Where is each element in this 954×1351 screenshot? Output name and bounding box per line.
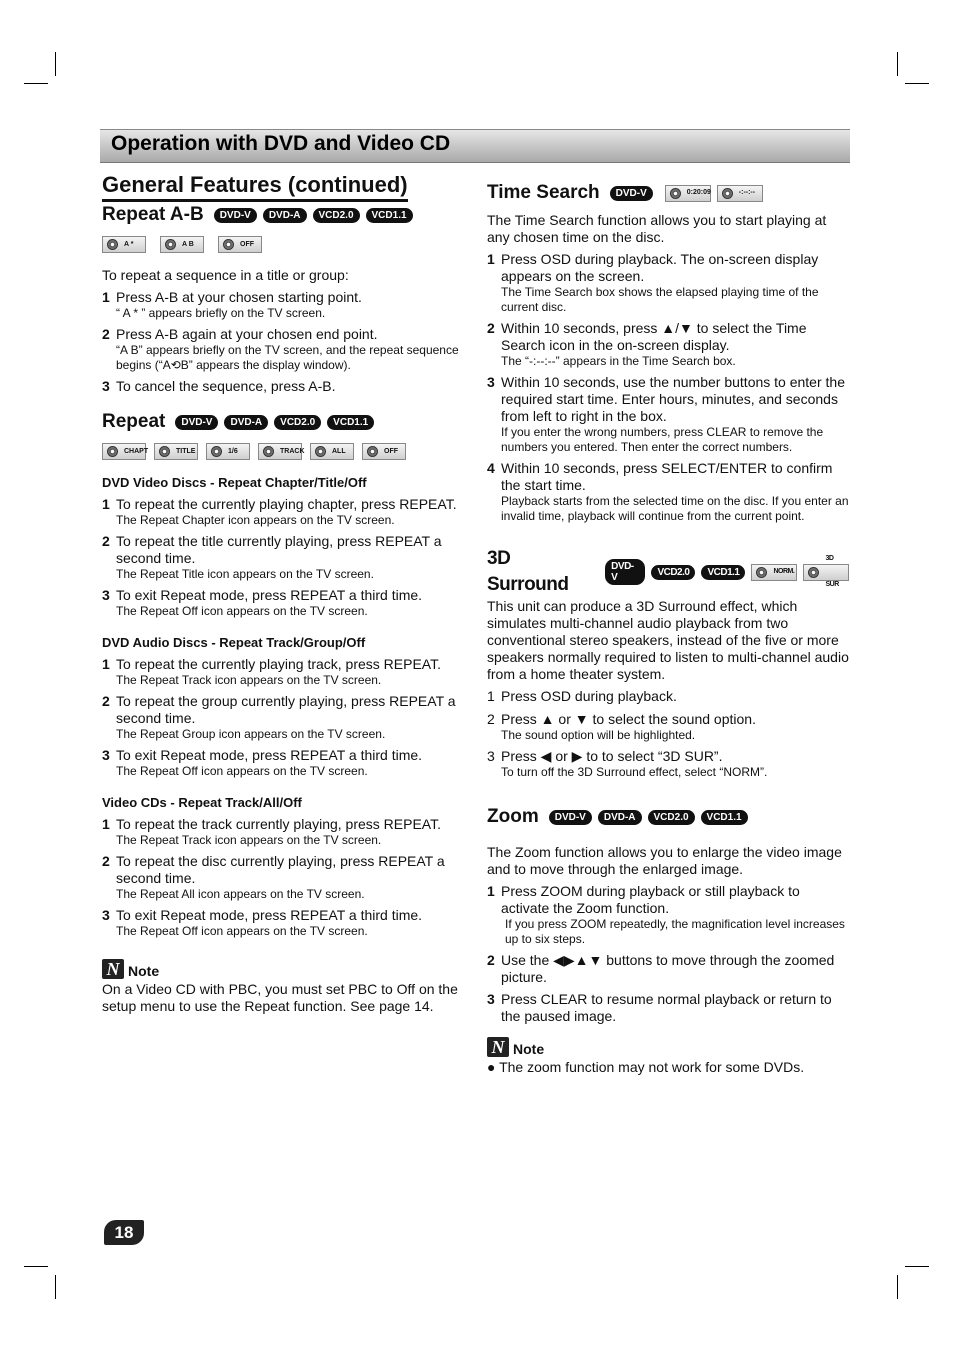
repeat-ab-heading: Repeat A-B DVD-V DVD-A VCD2.0 VCD1.1: [102, 202, 462, 228]
crop-mark: [897, 1275, 898, 1299]
osd-icon: TRACK: [258, 443, 302, 460]
dvd-video-steps: [102, 496, 462, 619]
surround-intro: This unit can produce a 3D Surround effect, which simulates multi-channel audio playback from two conventional stereo speakers, instead of the five or more speakers normally required to listen to multi-channel audio from a home theater system.: [487, 598, 849, 682]
osd-icon: A *: [102, 236, 146, 253]
zoom-note-text: ● The zoom function may not work for some DVDs.: [487, 1059, 805, 1075]
crop-mark: [24, 83, 48, 84]
list-item: 3 Within 10 seconds, use the number buttons to enter the required start time. Enter hours, minutes, and seconds from left to right in the box.: [487, 374, 845, 424]
osd-icon: 1/6: [206, 443, 250, 460]
speaker-icon: [756, 567, 767, 578]
note-icon: N: [102, 959, 124, 979]
step-note: The “-:--:--” appears in the Time Search box.: [501, 354, 736, 368]
step-note: The sound option will be highlighted.: [501, 728, 696, 742]
osd-icon: A B: [160, 236, 204, 253]
list-item: 3 To exit Repeat mode, press REPEAT a third time.: [102, 747, 423, 763]
page-title: General Features (continued): [102, 171, 408, 202]
list-item: 2 Press ▲ or ▼ to select the sound option.: [487, 711, 756, 727]
crop-mark: [897, 52, 898, 76]
osd-icon: 0:20:09: [665, 185, 711, 202]
step-note: “A B” appears briefly on the TV screen, and the repeat sequence begins (“A⟲B” appears the display window).: [116, 343, 459, 372]
disc-badge: DVD-A: [224, 415, 268, 430]
repeat-note-text: On a Video CD with PBC, you must set PBC to Off on the setup menu to use the Repeat function. See page 14.: [102, 981, 458, 1014]
disc-badge: VCD1.1: [327, 415, 374, 430]
list-item: 1 Press OSD during playback. The on-screen display appears on the screen.: [487, 251, 819, 284]
osd-icon: -:--:--: [717, 185, 763, 202]
list-item: 1 To repeat the track currently playing, press REPEAT.: [102, 816, 441, 832]
repeat-icon: [223, 239, 234, 250]
list-item: 3 To exit Repeat mode, press REPEAT a third time.: [102, 587, 423, 603]
repeat-icon: [165, 239, 176, 250]
step-note: The Repeat Track icon appears on the TV screen.: [116, 833, 382, 847]
clock-icon: [670, 188, 681, 199]
step-note: If you press ZOOM repeatedly, the magnification level increases up to six steps.: [505, 917, 845, 946]
step-note: The Repeat Off icon appears on the TV screen.: [116, 924, 368, 938]
disc-badge: VCD1.1: [366, 208, 413, 223]
vcd-subheading: Video CDs - Repeat Track/All/Off: [102, 795, 302, 810]
osd-icon: 3D SUR: [803, 564, 849, 581]
clock-icon: [722, 188, 733, 199]
list-item: 1 To repeat the currently playing track, press REPEAT.: [102, 656, 441, 672]
surround-heading: 3D Surround DVD-V VCD2.0 VCD1.1 NORM. 3D SUR: [487, 546, 849, 598]
zoom-steps: [487, 883, 849, 1025]
list-item: 2 Within 10 seconds, press ▲/▼ to select the Time Search icon in the on-screen display.: [487, 320, 807, 353]
disc-badge: DVD-A: [598, 810, 642, 825]
osd-icon: NORM.: [751, 564, 797, 581]
step-note: The Repeat Group icon appears on the TV screen.: [116, 727, 386, 741]
list-item: 1 To repeat the currently playing chapter, press REPEAT.: [102, 496, 457, 512]
disc-badge: DVD-V: [214, 208, 257, 223]
step-note: “ A * ” appears briefly on the TV screen.: [116, 306, 326, 320]
list-item: 3 Press ◀ or ▶ to to select “3D SUR”.: [487, 748, 723, 764]
list-item: 1 Press A-B at your chosen starting point.: [102, 289, 362, 305]
disc-badge: DVD-A: [263, 208, 307, 223]
osd-icon: OFF: [218, 236, 262, 253]
repeat-ab-osd-icons: [102, 236, 462, 253]
disc-badge: DVD-V: [605, 559, 645, 585]
dvd-audio-steps: [102, 656, 462, 779]
left-column: [102, 202, 462, 1015]
repeat-ab-steps: [102, 289, 462, 395]
disc-badge: DVD-V: [175, 415, 218, 430]
repeat-ab-intro: To repeat a sequence in a title or group:: [102, 267, 349, 283]
crop-mark: [905, 1266, 929, 1267]
list-item: 3 Press CLEAR to resume normal playback or return to the paused image.: [487, 991, 832, 1024]
repeat-icon: [159, 446, 170, 457]
list-item: 2 Press A-B again at your chosen end point.: [102, 326, 378, 342]
repeat-osd-icons: [102, 443, 462, 460]
time-search-steps: [487, 251, 849, 524]
repeat-icon: [367, 446, 378, 457]
list-item: 2 To repeat the disc currently playing, press REPEAT a second time.: [102, 853, 445, 886]
step-note: The Repeat Track icon appears on the TV screen.: [116, 673, 382, 687]
step-note: The Time Search box shows the elapsed playing time of the current disc.: [501, 285, 819, 314]
repeat-heading: Repeat DVD-V DVD-A VCD2.0 VCD1.1: [102, 409, 462, 435]
vcd-steps: [102, 816, 462, 939]
crop-mark: [24, 1266, 48, 1267]
osd-icon: ALL: [310, 443, 354, 460]
repeat-icon: [263, 446, 274, 457]
repeat-icon: [107, 239, 118, 250]
list-item: 3 To exit Repeat mode, press REPEAT a third time.: [102, 907, 423, 923]
step-note: The Repeat Off icon appears on the TV screen.: [116, 764, 368, 778]
step-note: The Repeat Off icon appears on the TV screen.: [116, 604, 368, 618]
section-header-bar: [100, 129, 850, 163]
speaker-icon: [808, 567, 819, 578]
time-search-heading: Time Search DVD-V 0:20:09 -:--:--: [487, 180, 849, 206]
list-item: 2 Use the ◀▶▲▼ buttons to move through the zoomed picture.: [487, 952, 835, 985]
disc-badge: VCD2.0: [651, 565, 695, 580]
disc-badge: VCD2.0: [648, 810, 695, 825]
list-item: 1 Press OSD during playback.: [487, 688, 677, 704]
step-note: The Repeat Title icon appears on the TV screen.: [116, 567, 374, 581]
dvd-video-subheading: DVD Video Discs - Repeat Chapter/Title/Off: [102, 475, 367, 490]
list-item: 3 To cancel the sequence, press A-B.: [102, 378, 336, 394]
list-item: 1 Press ZOOM during playback or still playback to activate the Zoom function.: [487, 883, 800, 916]
repeat-icon: [107, 446, 118, 457]
step-note: Playback starts from the selected time on the disc. If you enter an invalid time, playback will continue from the current point.: [501, 494, 849, 523]
disc-badge: VCD2.0: [313, 208, 360, 223]
crop-mark: [55, 52, 56, 76]
osd-icon: TITLE: [154, 443, 198, 460]
osd-icon: OFF: [362, 443, 406, 460]
step-note: The Repeat All icon appears on the TV screen.: [116, 887, 365, 901]
group-icon: [211, 446, 222, 457]
disc-badge: VCD1.1: [701, 565, 745, 580]
right-column: [487, 180, 849, 1076]
osd-icon: CHAPT: [102, 443, 146, 460]
disc-badge: VCD1.1: [701, 810, 748, 825]
list-item: 2 To repeat the group currently playing, press REPEAT a second time.: [102, 693, 456, 726]
step-note: To turn off the 3D Surround effect, select “NORM”.: [501, 765, 768, 779]
page-number: 18: [104, 1220, 144, 1245]
repeat-icon: [315, 446, 326, 457]
disc-badge: DVD-V: [549, 810, 592, 825]
step-note: The Repeat Chapter icon appears on the TV screen.: [116, 513, 395, 527]
crop-mark: [905, 83, 929, 84]
section-header-title: Operation with DVD and Video CD: [111, 132, 451, 155]
time-search-intro: The Time Search function allows you to start playing at any chosen time on the disc.: [487, 212, 827, 245]
zoom-heading: Zoom DVD-V DVD-A VCD2.0 VCD1.1: [487, 804, 849, 830]
dvd-audio-subheading: DVD Audio Discs - Repeat Track/Group/Off: [102, 635, 366, 650]
crop-mark: [55, 1275, 56, 1299]
disc-badge: DVD-V: [610, 186, 653, 201]
note-icon: N: [487, 1037, 509, 1057]
zoom-note-heading: N Note: [487, 1037, 849, 1057]
list-item: 4 Within 10 seconds, press SELECT/ENTER to confirm the start time.: [487, 460, 833, 493]
disc-badge: VCD2.0: [274, 415, 321, 430]
repeat-note-heading: N Note: [102, 959, 462, 979]
surround-steps: [487, 688, 849, 780]
step-note: If you enter the wrong numbers, press CLEAR to remove the numbers you entered. Then enter the correct numbers.: [501, 425, 824, 454]
zoom-intro: The Zoom function allows you to enlarge the video image and to move through the enlarged image.: [487, 844, 842, 877]
list-item: 2 To repeat the title currently playing, press REPEAT a second time.: [102, 533, 442, 566]
